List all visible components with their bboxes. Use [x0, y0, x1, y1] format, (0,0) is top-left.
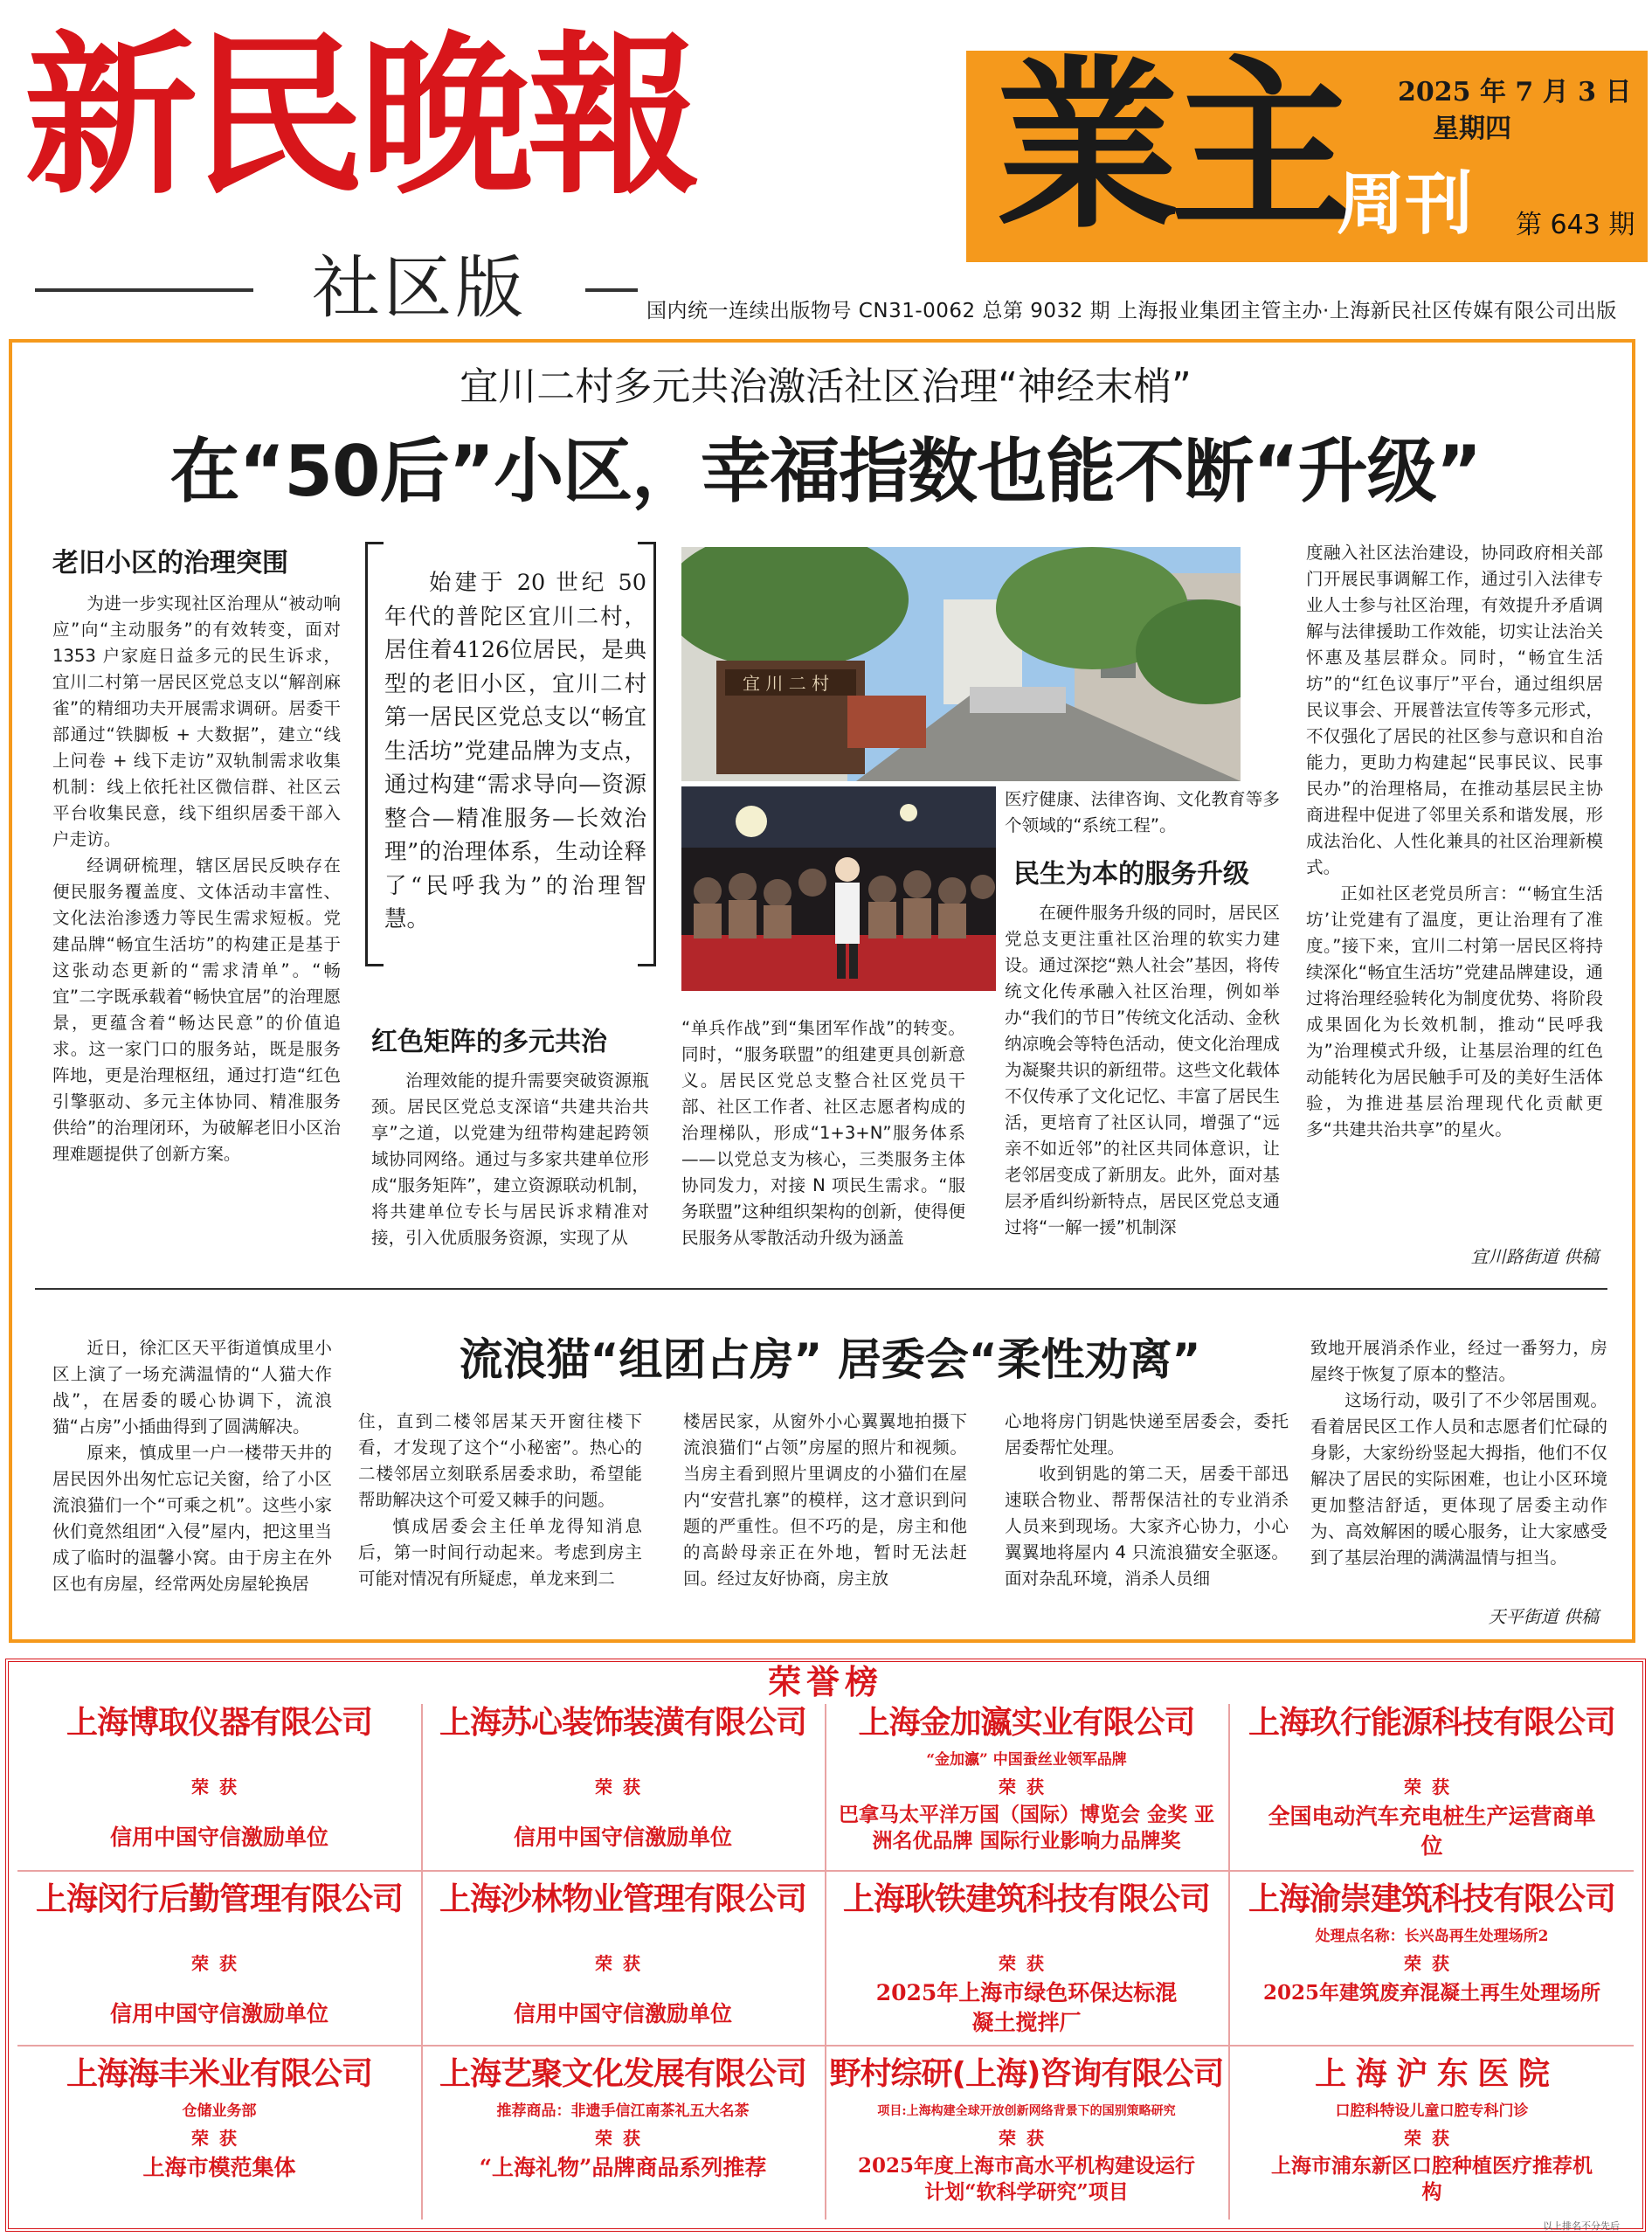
- photo-community-gathering: [681, 786, 996, 991]
- honor-award: 信用中国守信激励单位: [109, 1825, 328, 1850]
- cat-column-1: [52, 1335, 332, 1632]
- honor-company: 上海渝崇建筑科技有限公司: [1248, 1881, 1615, 1917]
- cat-column-3: [683, 1409, 967, 1632]
- honor-company: 上海沙林物业管理有限公司: [439, 1881, 806, 1917]
- paragraph: 住，直到二楼邻居某天开窗往楼下看，才发现了这个“小秘密”。热心的二楼邻居立刻联系居委求助，希望能帮助解决这个可爱又棘手的问题。: [358, 1411, 642, 1510]
- paragraph: 原来，慎成里一户一楼带天井的居民因外出匆忙忘记关窗，给了小区流浪猫们一个“可乘之机”。这些小家伙们竟然组团“入侵”屋内，把这里当成了临时的温馨小窝。由于房主在外区也有房屋，经常两处房屋轮换居: [52, 1443, 332, 1594]
- lead-column-4-top: [1005, 786, 1280, 841]
- honor-award: 信用中国守信激励单位: [513, 2001, 732, 2026]
- honor-rong: 荣获: [191, 1953, 247, 1974]
- honor-rong: 荣获: [1404, 1776, 1460, 1797]
- honor-item: [826, 1699, 1227, 1866]
- paragraph: 正如社区老党员所言：“‘畅宜生活坊’让党建有了温度，更让治理有了准度。”接下来，宜川二村第一居民区将持续深化“畅宜生活坊”党建品牌建设，通过将治理经验转化为制度优势、将阶段成果固化为长效机制，推动“民呼我为”治理模式升级，让基层治理的红色动能转化为居民触手可及的美好生活体验，为推进基层治理现代化贡献更多“共建共治共享”的星火。: [1306, 883, 1603, 1139]
- honor-list-title: 荣誉榜: [751, 1662, 900, 1702]
- honor-note: [19, 1748, 419, 1772]
- paragraph: 慎成居委会主任单龙得知消息后，第一时间行动起来。考虑到房主可能对情况有所疑虑，单龙来到二: [358, 1516, 642, 1589]
- honor-note: “金加瀛” 中国蚕丝业领军品牌: [926, 1751, 1127, 1769]
- honor-note: 仓储业务部: [182, 2102, 257, 2120]
- honor-rong: 荣获: [1404, 1953, 1460, 1974]
- honor-company: 上海艺聚文化发展有限公司: [439, 2056, 806, 2092]
- honor-company: 上海闵行后勤管理有限公司: [35, 1881, 403, 1917]
- edition-label: 社区版: [311, 249, 527, 328]
- honor-note: [423, 1748, 823, 1772]
- issue-date: 2025 年 7 月 3 日: [1398, 77, 1632, 107]
- honor-note: 口腔科特设儿童口腔专科门诊: [1335, 2102, 1529, 2120]
- honor-note: [1230, 1748, 1634, 1772]
- honor-rong: 荣获: [999, 1953, 1054, 1974]
- paragraph: 致地开展消杀作业，经过一番努力，房屋终于恢复了原本的整洁。: [1310, 1338, 1607, 1384]
- honor-rong: 荣获: [1404, 2128, 1460, 2149]
- honor-company: 野村综研(上海)咨询有限公司: [829, 2056, 1224, 2092]
- honor-company: 上海博取仪器有限公司: [66, 1705, 372, 1741]
- paragraph: 经调研梳理，辖区居民反映存在便民服务覆盖度、文体活动丰富性、文化法治渗透力等民生需求短板。党建品牌“畅宜生活坊”的构建正是基于这张动态更新的“需求清单”。“畅宜”二字既承载着“畅快宜居”的治理愿景，更蕴含着“畅达民意”的价值追求。这一家门口的服务站，既是服务阵地，更是治理枢纽，通过打造“红色引擎驱动、多元主体协同、精准服务供给”的治理闭环，为破解老旧小区治理难题提供了创新方案。: [52, 855, 341, 1164]
- honor-note: 项目:上海构建全球开放创新网络背景下的国别策略研究: [877, 2104, 1176, 2118]
- cat-column-4: [1005, 1409, 1289, 1632]
- honor-rong: 荣获: [191, 2128, 247, 2149]
- honor-divider: [17, 2045, 1634, 2047]
- honor-item: [423, 1875, 823, 2041]
- honor-note: 处理点名称：长兴岛再生处理场所2: [1315, 1928, 1549, 1945]
- lead-kicker: 宜川二村多元共治激活社区治理“神经末梢”: [460, 364, 1192, 409]
- bracket-left-icon: [365, 542, 384, 966]
- honor-item: [1230, 1699, 1634, 1866]
- honor-award: “上海礼物”品牌商品系列推荐: [479, 2155, 767, 2180]
- honor-rong: 荣获: [595, 1953, 651, 1974]
- honor-item: [19, 2050, 419, 2216]
- lead-column-4: [1005, 900, 1280, 1274]
- paragraph: 收到钥匙的第二天，居委干部迅速联合物业、帮帮保洁社的专业消杀人员来到现场。大家齐心协力，小心翼翼地将屋内 4 只流浪猫安全驱逐。面对杂乱环境，消杀人员细: [1005, 1464, 1289, 1589]
- honor-award: 上海市浦东新区口腔种植医疗推荐机构: [1271, 2154, 1593, 2204]
- subhead-red-matrix: 红色矩阵的多元共治: [371, 1027, 607, 1057]
- honor-rong: 荣获: [191, 1776, 247, 1797]
- lead-column-3: [681, 1015, 965, 1274]
- paragraph: 楼居民家，从窗外小心翼翼地拍摄下流浪猫们“占领”房屋的照片和视频。当房主看到照片里调皮的小猫们在屋内“安营扎寨”的模样，这才意识到问题的严重性。但不巧的是，房主和他的高龄母亲正在外地，暂时无法赶回。经过友好协商，房主放: [683, 1411, 967, 1589]
- honor-rong: 荣获: [595, 1776, 651, 1797]
- paragraph: 这场行动，吸引了不少邻居围观。看着居民区工作人员和志愿者们忙碌的身影，大家纷纷竖起大拇指，他们不仅解决了居民的实际困难，也让小区环境更加整洁舒适，更体现了居委主动作为、高效解困的暖心服务，让大家感受到了基层治理的满满温情与担当。: [1310, 1390, 1607, 1568]
- section-divider: [35, 1288, 1607, 1290]
- lead-intro: [384, 566, 646, 977]
- issue-number: 第 643 期: [1516, 210, 1635, 240]
- honor-award: 2025年度上海市高水平机构建设运行计划“软科学研究”项目: [857, 2154, 1195, 2204]
- honor-item: [19, 1875, 419, 2041]
- honor-award: 上海市模范集体: [142, 2155, 296, 2180]
- publication-info: 国内统一连续出版物号 CN31-0062 总第 9032 期 上海报业集团主管主办·上海新民社区传媒有限公司出版: [646, 300, 1617, 322]
- honor-award: 全国电动汽车充电桩生产运营商单位: [1268, 1804, 1596, 1859]
- honor-company: 上 海 沪 东 医 院: [1315, 2056, 1549, 2092]
- honor-rong: 荣获: [595, 2128, 651, 2149]
- cat-column-2: [358, 1409, 642, 1632]
- paragraph: 为进一步实现社区治理从“被动响应”向“主动服务”的有效转变，面对 1353 户家庭日益多元的民生诉求，宜川二村第一居民区党总支以“解剖麻雀”的精细功夫开展需求调研。居委干部通过“铁脚板 + 大数据”，建立“线上问卷 + 线下走访”双轨制需求收集机制：线上依托社区微信群、社区云平台收集民意，线下组织居委干部入户走访。: [52, 593, 341, 849]
- honor-rong: 荣获: [999, 2128, 1054, 2149]
- paragraph: “单兵作战”到“集团军作战”的转变。同时，“服务联盟”的组建更具创新意义。居民区党总支整合社区党员干部、社区工作者、社区志愿者构成的治理梯队，形成“1+3+N”服务体系——以党总支为核心，三类服务主体协同发力，对接 N 项民生需求。“服务联盟”这种组织架构的创新，使得便民服务从零散活动升级为涵盖: [681, 1018, 965, 1248]
- honor-award: 2025年上海市绿色环保达标混凝土搅拌厂: [875, 1980, 1178, 2035]
- honor-item: [1230, 2050, 1634, 2216]
- subhead-governance-breakthrough: 老旧小区的治理突围: [52, 548, 288, 578]
- honor-company: 上海耿铁建筑科技有限公司: [842, 1881, 1210, 1917]
- photo-gathering-image: [681, 786, 996, 991]
- honor-item: [1230, 1875, 1634, 2041]
- lead-byline: 宜川路街道 供稿: [1470, 1246, 1599, 1267]
- paragraph: 医疗健康、法律咨询、文化教育等多个领域的“系统工程”。: [1005, 789, 1280, 835]
- cat-headline: 流浪猫“组团占房” 居委会“柔性劝离”: [459, 1334, 1201, 1385]
- paragraph: 在硬件服务升级的同时，居民区党总支更注重社区治理的软实力建设。通过深挖“熟人社会”基因，将传统文化传承融入社区治理，例如举办“我们的节日”传统文化活动、金秋纳凉晚会等特色活动，使文化治理成为凝聚共识的新纽带。这些文化载体不仅传承了文化记忆、丰富了居民生活，更培育了社区认同，增强了“远亲不如近邻”的社区共同体意识，让老邻居变成了新朋友。此外，面对基层矛盾纠纷新特点，居民区党总支通过将“一解一援”机制深: [1005, 903, 1280, 1237]
- honor-note: [826, 1924, 1227, 1949]
- honor-award: 巴拿马太平洋万国（国际）博览会 金奖 亚洲名优品牌 国际行业影响力品牌奖: [838, 1803, 1214, 1853]
- edition-rule-right: [585, 288, 638, 292]
- honor-award: 信用中国守信激励单位: [513, 1825, 732, 1850]
- honor-footnote: 以上排名不分先后: [1543, 2220, 1620, 2232]
- paragraph: 近日，徐汇区天平街道慎成里小区上演了一场充满温情的“人猫大作战”，在居委的暖心协调下，流浪猫“占房”小插曲得到了圆满解决。: [52, 1338, 332, 1437]
- honor-divider: [17, 1870, 1634, 1872]
- cat-byline: 天平街道 供稿: [1488, 1606, 1599, 1627]
- photo-street-image: [681, 547, 1241, 781]
- honor-item: [826, 1875, 1227, 2041]
- paragraph: 度融入社区法治建设，协同政府相关部门开展民事调解工作，通过引入法律专业人士参与社区治理，有效提升矛盾调解与法律援助工作效能，切实让法治关怀惠及基层群众。同时，“畅宜生活坊”的“红色议事厅”平台，通过组织居民议事会、开展普法宣传等多元形式，不仅强化了居民的社区参与意识和自治能力，更助力构建起“民事民议、民事民办”的治理格局，在推动基层民主协商进程中促进了邻里关系和谐发展，形成法治化、人性化兼具的社区治理新模式。: [1306, 543, 1603, 877]
- honor-company: 上海金加瀛实业有限公司: [858, 1705, 1195, 1741]
- honor-note: [19, 1924, 419, 1949]
- photo-community-street: [681, 547, 1241, 781]
- paragraph: 心地将房门钥匙快递至居委会，委托居委帮忙处理。: [1005, 1411, 1289, 1458]
- cat-column-5: [1310, 1335, 1607, 1632]
- lead-column-5: [1306, 540, 1603, 1239]
- honor-award: 信用中国守信激励单位: [109, 2001, 328, 2026]
- honor-company: 上海玖行能源科技有限公司: [1248, 1705, 1615, 1741]
- honor-company: 上海苏心装饰装潢有限公司: [439, 1705, 806, 1741]
- honor-item: [423, 1699, 823, 1866]
- supplement-type: 周刊: [1337, 165, 1474, 244]
- paragraph: 治理效能的提升需要突破资源瓶颈。居民区党总支深谙“共建共治共享”之道，以党建为纽带构建起跨领域协同网络。通过与多家共建单位形成“服务矩阵”，建立资源联动机制，将共建单位专长与居民诉求精准对接，引入优质服务资源，实现了从: [371, 1070, 649, 1248]
- honor-note: 推荐商品：非遗手信江南茶礼五大名茶: [496, 2102, 750, 2120]
- supplement-logo: 業主: [996, 38, 1346, 253]
- subhead-service-upgrade: 民生为本的服务升级: [1013, 859, 1249, 890]
- honor-award: 2025年建筑废弃混凝土再生处理场所: [1262, 1981, 1600, 2005]
- honor-item: [826, 2050, 1227, 2216]
- honor-item: [19, 1699, 419, 1866]
- honor-rong: 荣获: [999, 1776, 1054, 1797]
- honor-company: 上海海丰米业有限公司: [66, 2056, 372, 2092]
- issue-weekday: 星期四: [1433, 114, 1511, 144]
- lead-column-2: [371, 1068, 649, 1274]
- honor-note: [423, 1924, 823, 1949]
- photo-sign-text: 宜 川 二 村: [743, 673, 830, 694]
- lead-column-1: [52, 591, 341, 1274]
- edition-rule-left: [35, 288, 253, 292]
- lead-headline: 在“50后”小区，幸福指数也能不断“升级”: [169, 431, 1482, 512]
- intro-text: 始建于 20 世纪 50 年代的普陀区宜川二村，居住着4126位居民，是典型的老旧小区，宜川二村第一居民区党总支以“畅宜生活坊”党建品牌为支点，通过构建“需求导向—资源整合—精准服务—长效治理”的治理体系，生动诠释了“民呼我为”的治理智慧。: [384, 570, 646, 932]
- newspaper-logo: 新民晚報: [24, 14, 695, 218]
- honor-item: [423, 2050, 823, 2216]
